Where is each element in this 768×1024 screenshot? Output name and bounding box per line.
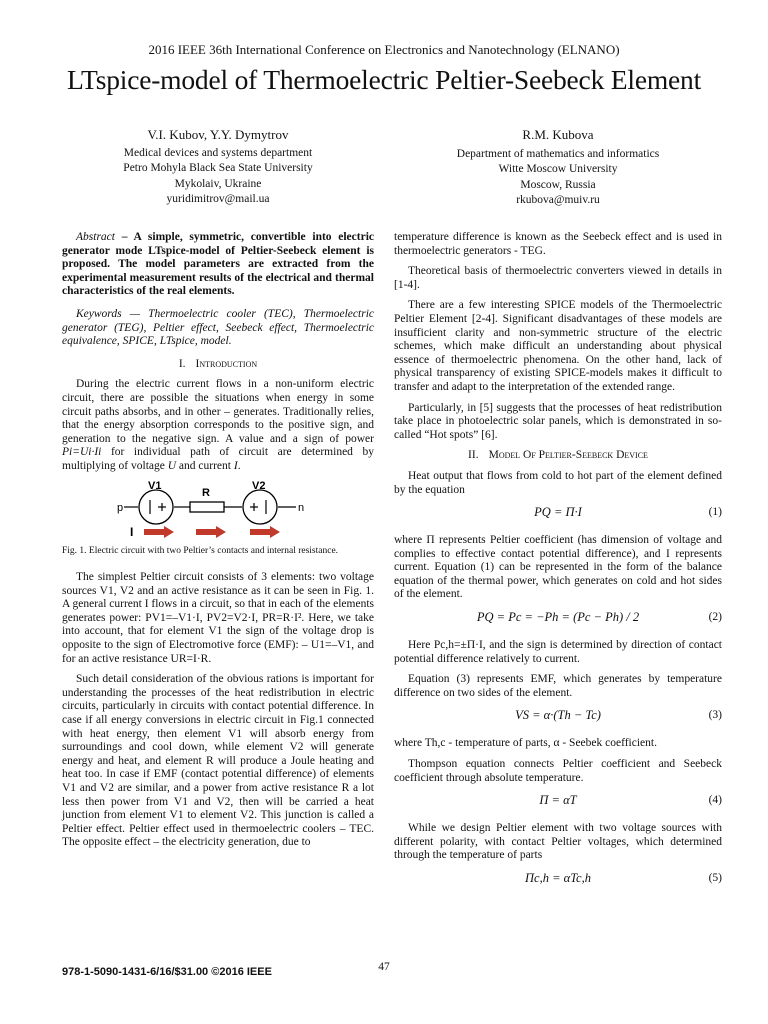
- abstract-label: Abstract: [76, 231, 115, 243]
- section-title: Model Of Peltier-Seebeck Device: [488, 449, 648, 462]
- text-run: for individual path of circuit are determined by multiplying of voltage: [62, 446, 374, 472]
- author-university: Petro Mohyla Black Sea State University: [123, 162, 313, 174]
- author-dept: Department of mathematics and informatics: [456, 147, 660, 160]
- label-n: n: [298, 501, 305, 514]
- equation-2: [394, 609, 722, 633]
- label-p: p: [117, 501, 124, 514]
- label-v1: V1: [148, 480, 162, 492]
- equation-number: (1): [708, 506, 722, 519]
- author-university: Witte Moscow University: [498, 163, 618, 175]
- text-run: During the electric current flows in a non-uniform electric circuit, there are possible the situations when energy in some circuit paths absorbs, and in other – generates. Traditionally relies, that the energy absorption corresponds to the positive sign, and generation to the negative sign. A value and a sign of power: [62, 378, 374, 445]
- copyright-footer: 978-1-5090-1431-6/16/$31.00 ©2016 IEEE: [62, 966, 272, 978]
- author-email: rkubova@muiv.ru: [516, 194, 600, 206]
- current-arrow-icon: [144, 526, 174, 538]
- power-expression: Pi=Ui·Ii: [62, 446, 102, 459]
- body-paragraph: where Π represents Peltier coefficient (has dimension of voltage and complies to effective contact potential difference), and I represents current. Equation (1) can be represented in the form of the balance equation of the thermal power, which generates on cold and hot sides of the element.: [394, 534, 722, 601]
- author-names: V.I. Kubov, Y.Y. Dymytrov: [147, 127, 289, 142]
- left-column: [62, 231, 374, 857]
- equation-number: (2): [708, 611, 722, 624]
- body-paragraph: Thompson equation connects Peltier coefficient and Seebeck coefficient through absolute temperature.: [394, 758, 722, 784]
- paper-title: LTspice-model of Thermoelectric Peltier-Seebeck Element: [66, 64, 702, 95]
- author-block-left: [62, 127, 374, 208]
- equation-expression: Πc,h = αTc,h: [525, 871, 591, 885]
- equation-1: [394, 504, 722, 528]
- body-paragraph: The simplest Peltier circuit consists of 3 elements: two voltage sources V1, V2 and an active resistance as it can be seen in Fig. 1. A general current I flows in a circuit, so that in each of the elements generates power: PV1=–V1·I, PV2=V2·I, PR=R·I². Here, we take into account, that for element V1 the sign of the voltage drop is opposite to the sign of Electromotive force (EMF): – U1=–V1, and for an active resistance UR=I·R.: [62, 571, 374, 665]
- page-number: 47: [378, 961, 390, 973]
- figure-caption: Fig. 1. Electric circuit with two Peltier’s contacts and internal resistance.: [62, 545, 339, 556]
- section-number: I.: [178, 357, 186, 370]
- equation-expression: VS = α·(Th − Tc): [515, 708, 601, 723]
- equation-3: [394, 707, 722, 731]
- equation-5: [394, 870, 722, 894]
- right-column: [394, 231, 722, 900]
- abstract: [62, 231, 374, 299]
- section-number: II.: [468, 449, 479, 462]
- body-paragraph: Theoretical basis of thermoelectric converters viewed in details in [1-4].: [394, 265, 722, 291]
- resistor-r: [190, 502, 224, 512]
- section-title: Introduction: [195, 357, 258, 370]
- section-heading: [62, 358, 374, 372]
- equation-number: (5): [708, 872, 722, 884]
- symbol-u: U: [167, 459, 177, 472]
- text-run: .: [237, 459, 241, 472]
- label-current: I: [130, 524, 134, 539]
- body-paragraph: Such detail consideration of the obvious rations is important for understanding the processes of the heat redistribution in electric circuits, particularly in circuits with contact potential difference. In case if all energy conversions in electric circuit in Fig.1 connected with heat energy, then element V1 will absorb energy from surroundings and cool down, while element V2 will generate energy and heat, and element R will produce a Joule heating and heat too. In case if EMF (contact potential difference) of elements V1 and V2 are similar, and a power from active resistance R a lot less then power from V1 and V2, then will be carried a heat junction from element V1 to element V2. This junction is called a Peltier effect. Peltier effect used in thermoelectric coolers – TEC. The opposite effect – the electricity generation, due to: [62, 673, 374, 849]
- author-dept: Medical devices and systems department: [123, 146, 313, 159]
- body-paragraph: Equation (3) represents EMF, which generates by temperature difference on two sides of the element.: [394, 673, 722, 699]
- body-paragraph: temperature difference is known as the Seebeck effect and is used in thermoelectric generators - TEG.: [394, 231, 722, 257]
- author-city: Moscow, Russia: [520, 178, 596, 191]
- equation-number: (3): [708, 709, 722, 722]
- equation-expression: PQ = Π·I: [534, 505, 582, 520]
- current-arrow-icon: [250, 526, 280, 538]
- author-email: yuridimitrov@mail.ua: [166, 193, 270, 205]
- author-names: R.M. Kubova: [522, 127, 594, 142]
- equation-4: [394, 792, 722, 816]
- conference-header: 2016 IEEE 36th International Conference on Electronics and Nanotechnology (ELNANO): [148, 42, 620, 57]
- label-v2: V2: [252, 480, 266, 492]
- keywords: Keywords — Thermoelectric cooler (TEC), Thermoelectric generator (TEG), Peltier effect, Seebeck effect, Thermoelectric equivalence, SPICE, LTspice, model.: [62, 307, 374, 348]
- equation-number: (4): [708, 794, 722, 807]
- body-paragraph: There are a few interesting SPICE models of the Thermoelectric Peltier Element [2-4]. Significant disadvantages of these models are insufficient clarity and non-symmetric structure of the electric schemes, which make difficult an understanding about physical essence of thermoelectric phenomena. On the other hand, lack of physical transparency of existing SPICE-models makes it difficult to transfer and adapt to the interpretation of the extended range.: [394, 299, 722, 393]
- circuit-diagram: [62, 481, 374, 543]
- text-run: and current: [176, 459, 234, 472]
- body-paragraph: Particularly, in [5] suggests that the processes of heat redistribution take place in photoelectric solar panels, which is demonstrated in so-called “Hot spots” [6].: [394, 401, 722, 441]
- body-paragraph: where Th,c - temperature of parts, α - Seebek coefficient.: [394, 737, 657, 750]
- author-city: Mykolaiv, Ukraine: [174, 177, 262, 190]
- intro-paragraph: [62, 378, 374, 473]
- author-block-right: [394, 127, 722, 209]
- equation-expression: PQ = Pc = −Ph = (Pc − Ph) / 2: [476, 610, 640, 625]
- body-paragraph: Heat output that flows from cold to hot part of the element defined by the equation: [394, 469, 722, 496]
- figure-circuit: [62, 481, 374, 541]
- voltage-source-v1: [139, 490, 173, 524]
- label-r: R: [202, 486, 210, 499]
- current-arrow-icon: [196, 526, 226, 538]
- abstract-text: – A simple, symmetric, convertible into electric generator mode LTspice-model of Peltier-Seebeck element is proposed. The model parameters are extracted from the experimental measurement results of the electrical and thermal characteristics of the real elements.: [62, 231, 374, 298]
- section-heading: [394, 449, 722, 463]
- equation-expression: Π = αT: [539, 793, 577, 808]
- body-paragraph: While we design Peltier element with two voltage sources with different polarity, with contact Peltier voltages, which determined through the temperature of parts: [394, 822, 722, 862]
- symbol-i: I: [233, 459, 238, 472]
- body-paragraph: Here Pc,h=±Π·I, and the sign is determined by direction of contact potential difference relatively to current.: [394, 639, 722, 665]
- voltage-source-v2: [243, 490, 277, 524]
